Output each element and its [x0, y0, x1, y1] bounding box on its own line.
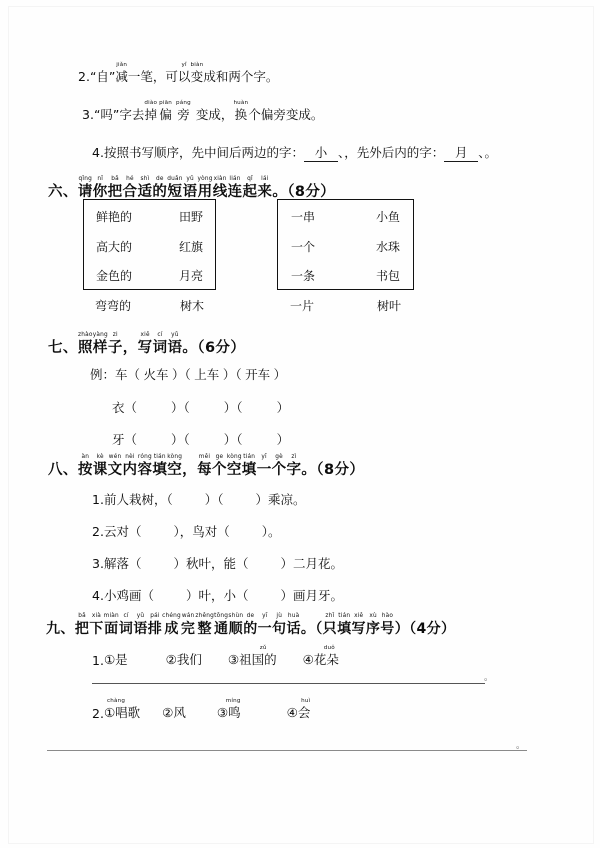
choice-4[interactable]: duǒ ④花朵 [302, 645, 339, 667]
s8-h-14: gè 个 [271, 454, 287, 478]
choice-text: 鸣 [228, 705, 241, 720]
item-3-seg-1: diào 掉 [144, 100, 158, 122]
item-4-text-middle: 、，先外后内的字： [337, 145, 445, 160]
item-part-2: ）（ [204, 492, 224, 507]
match-right-term[interactable]: 月亮 [178, 269, 203, 283]
row-char: 衣 [112, 400, 125, 415]
s6-h-10: xiàn 线 [212, 176, 228, 200]
s6-h-8: yǔ 语 [182, 176, 198, 200]
s9-h-15: huà 话 [286, 613, 301, 637]
paren-close: ） [276, 400, 290, 415]
s9-h-17: zhǐ 只 [322, 613, 338, 637]
choice-2[interactable] [166, 645, 202, 668]
answer-line-1-period: 。 [484, 673, 494, 683]
item-2-number: 2. [78, 69, 90, 84]
item-2-seg-1: jiǎn 减 [115, 62, 128, 84]
s7-h-2: yàng 样 [92, 332, 108, 356]
s9-h-14: jù 句 [272, 613, 287, 637]
answer-line-2-period: 。 [516, 741, 526, 751]
match-row[interactable] [84, 267, 215, 284]
answer-line-2[interactable] [47, 750, 527, 751]
s6-h-14: 。（8分） [272, 184, 336, 200]
s6-h-11: lián 连 [227, 176, 243, 200]
item-part-1: 前人栽树，（ [103, 492, 173, 507]
s8-h-3: wén 文 [107, 454, 123, 478]
choice-text: 是 [115, 652, 128, 667]
item-4-text-after: 、。 [478, 145, 497, 160]
s9-h-4: cí 词 [118, 613, 134, 637]
choice-4[interactable]: huì ④会 [286, 698, 311, 720]
matching-row-right-outside[interactable] [290, 297, 401, 314]
s7-h-1: zhào 照 [77, 332, 93, 356]
s8-h-8: ， [182, 462, 198, 478]
section-6-heading [48, 176, 335, 201]
s8-h-12: tián 填 [241, 454, 257, 478]
item-part-3: ）画月牙。 [280, 588, 343, 603]
choice-mark: ③ [227, 652, 240, 667]
question-item-4 [92, 143, 497, 162]
s6-h-12: qǐ 起 [242, 176, 258, 200]
s8-h-5: róng 容 [137, 454, 153, 478]
s9-h-10: tōng 通 [213, 613, 229, 637]
question-item-2 [78, 62, 278, 85]
item-number: 2. [92, 524, 104, 539]
s6-h-2: nǐ 你 [92, 176, 108, 200]
paren-open: （ [124, 400, 138, 415]
item-3-seg-2: piān 偏 [159, 100, 173, 122]
s8-h-15: zì 字 [286, 454, 302, 478]
item-3-seg-4: 变成， [195, 107, 234, 122]
item-number: 2. [92, 706, 104, 721]
item-3-seg-6: 个偏旁变成。 [248, 107, 324, 122]
s8-h-13: yī 一 [256, 454, 272, 478]
match-row[interactable] [278, 238, 413, 255]
choice-mark: ② [165, 652, 177, 667]
choice-mark: ② [162, 705, 174, 720]
choice-mark: ④ [302, 652, 314, 667]
item-number: 3. [92, 556, 104, 571]
row-char: 牙 [112, 432, 125, 447]
s6-h-0: 六、 [48, 184, 78, 200]
s9-h-5: yǔ 语 [133, 613, 148, 637]
s9-h-1: bǎ 把 [74, 613, 90, 637]
item-part-1: 解落（ [103, 556, 142, 571]
s9-h-13: yī 一 [257, 613, 273, 637]
section-8-item-3 [92, 554, 343, 572]
item-2-seg-2: 一笔，可 [127, 69, 178, 84]
choice-1[interactable]: chàng ①唱歌 [103, 698, 141, 720]
s6-h-6: de 的 [152, 176, 168, 200]
item-part-3: ）乘凉。 [255, 492, 306, 507]
choice-text: 花朵 [313, 652, 339, 667]
match-left-term[interactable]: 一片 [290, 299, 315, 313]
paren-close: ） [273, 367, 287, 382]
item-3-seg-0: “吗”字去 [93, 107, 145, 122]
paren-close: ） [276, 432, 290, 447]
match-left-term[interactable]: 弯弯的 [95, 299, 132, 313]
s7-h-6: cí 词 [152, 332, 168, 356]
section-9-item-1 [92, 645, 339, 668]
item-2-seg-4: biàn 变 [190, 62, 204, 84]
s8-h-10: ge 个 [211, 454, 227, 478]
choice-text: 风 [173, 705, 186, 720]
s6-h-4: hé 合 [122, 176, 138, 200]
paren-close: ）（ [223, 432, 243, 447]
section-7-heading [48, 332, 245, 357]
match-right-term[interactable]: 红旗 [178, 240, 203, 254]
item-number: 1. [92, 653, 104, 668]
section-8-heading [48, 454, 364, 479]
s8-h-7: kòng 空 [167, 454, 183, 478]
s9-h-7: chéng 成 [162, 613, 181, 637]
section-9-heading [46, 613, 455, 638]
match-left-term[interactable]: 一条 [291, 269, 316, 283]
section-8-item-4 [92, 586, 343, 604]
matching-box-left [83, 199, 216, 290]
s8-h-1: àn 按 [77, 454, 93, 478]
s7-h-0: 七、 [48, 340, 78, 356]
s9-h-16: 。（ [300, 621, 323, 637]
item-4-answer-1[interactable]: 小 [304, 143, 338, 162]
paren-close: ）（ [172, 367, 191, 382]
s7-h-3: zi 子 [107, 332, 123, 356]
paren-close: ）（ [171, 400, 190, 415]
s6-h-5: shì 适 [137, 176, 153, 200]
s8-h-4: nèi 内 [122, 454, 138, 478]
s9-h-11: shùn 顺 [228, 613, 244, 637]
s7-h-7: yǔ 语 [167, 332, 183, 356]
match-row[interactable] [278, 267, 413, 284]
paren-close: ）（ [171, 432, 190, 447]
s8-h-6: tián 填 [152, 454, 168, 478]
item-3-seg-3: páng 旁 [176, 100, 191, 122]
item-part-3: ）。 [261, 524, 281, 539]
match-right-term[interactable]: 小鱼 [375, 210, 400, 224]
item-part-1: 云对（ [103, 524, 142, 539]
section-7-row-yi [112, 398, 289, 416]
example-char: 车 [115, 367, 128, 382]
answer-line-1[interactable] [92, 683, 485, 684]
item-part-3: ）二月花。 [280, 556, 343, 571]
s9-h-22: ）（4分） [394, 621, 456, 637]
choice-mark: ④ [286, 705, 298, 720]
match-right-term[interactable]: 树叶 [376, 299, 401, 313]
s9-h-12: de 的 [243, 613, 258, 637]
item-part-2: ）叶，小（ [185, 588, 249, 603]
choice-3[interactable]: míng ③鸣 [216, 698, 241, 720]
s9-h-2: xià 下 [89, 613, 104, 637]
item-2-seg-0: “自” [89, 69, 116, 84]
section-8-item-1 [92, 490, 305, 508]
section-8-item-2 [92, 522, 280, 540]
match-right-term[interactable]: 田野 [178, 210, 203, 224]
match-row[interactable] [84, 238, 215, 255]
paren-open: （ [124, 432, 138, 447]
s6-h-1: qǐng 请 [77, 176, 93, 200]
item-part-2: ）秋叶，能（ [173, 556, 249, 571]
item-part-2: ），鸟对（ [173, 524, 230, 539]
s9-h-8: wán 完 [180, 613, 196, 637]
section-7-row-ya [112, 430, 289, 448]
section-9-item-2 [92, 698, 310, 721]
s9-h-21: hào 号 [380, 613, 395, 637]
s9-h-18: tián 填 [337, 613, 352, 637]
s6-h-13: lái 来 [257, 176, 273, 200]
s7-h-5: xiě 写 [137, 332, 153, 356]
s6-h-3: bǎ 把 [107, 176, 123, 200]
s7-h-4: ， [122, 340, 138, 356]
paren-open: （ [127, 367, 141, 382]
choice-text: 祖国的 [239, 652, 277, 667]
paren-close: ）（ [223, 400, 243, 415]
question-item-3 [82, 100, 323, 123]
example-answer-2[interactable]: 上车 [194, 367, 220, 382]
choice-1[interactable] [104, 645, 128, 668]
choice-text: 会 [297, 705, 311, 720]
s9-h-3: miàn 面 [103, 613, 119, 637]
s9-h-0: 九、 [46, 621, 75, 637]
item-part-1: 小鸡画（ [103, 588, 154, 603]
item-4-text-before: 按照书写顺序，先中间后两边的字： [103, 145, 304, 160]
paren-close: ）（ [222, 367, 242, 382]
matching-box-right [277, 199, 414, 290]
match-left-term[interactable]: 高大的 [96, 240, 133, 254]
match-left-term[interactable]: 鲜艳的 [96, 210, 133, 224]
s8-h-2: kè 课 [92, 454, 108, 478]
match-left-term[interactable]: 一个 [291, 240, 316, 254]
match-row[interactable] [84, 208, 215, 225]
s9-h-6: pái 排 [147, 613, 163, 637]
s9-h-20: xù 序 [365, 613, 381, 637]
s6-h-7: duǎn 短 [167, 176, 183, 200]
item-4-number: 4. [92, 145, 104, 160]
s6-h-9: yòng 用 [197, 176, 213, 200]
s9-h-19: xiě 写 [351, 613, 366, 637]
example-label: 例： [90, 367, 116, 382]
choice-mark: ① [103, 652, 116, 667]
item-3-number: 3. [82, 107, 94, 122]
s9-h-9: zhěng 整 [195, 613, 214, 637]
choice-text: 唱歌 [115, 705, 141, 720]
matching-row-left-outside[interactable] [95, 297, 204, 314]
item-2-seg-3: yǐ 以 [177, 62, 191, 84]
example-answer-3[interactable]: 开车 [245, 367, 271, 382]
choice-3[interactable]: zǔ ③祖国的 [227, 645, 277, 667]
s7-h-8: 。（6分） [182, 340, 246, 356]
item-4-answer-2[interactable]: 月 [444, 143, 478, 162]
choice-mark: ① [103, 705, 116, 720]
choice-2[interactable] [162, 698, 186, 721]
match-left-term[interactable]: 金色的 [96, 269, 133, 283]
match-row[interactable] [278, 208, 413, 225]
match-right-term[interactable]: 水珠 [375, 240, 400, 254]
item-2-seg-5: 成和两个字。 [203, 69, 279, 84]
match-right-term[interactable]: 树木 [179, 299, 204, 313]
choice-text: 我们 [176, 652, 202, 667]
choice-mark: ③ [216, 705, 229, 720]
s8-h-9: měi 每 [197, 454, 212, 478]
s8-h-16: 。（8分） [301, 462, 365, 478]
section-7-example-row [90, 365, 286, 383]
item-number: 4. [92, 588, 104, 603]
match-right-term[interactable]: 书包 [375, 269, 400, 283]
s8-h-0: 八、 [48, 462, 78, 478]
item-number: 1. [92, 492, 104, 507]
match-left-term[interactable]: 一串 [291, 210, 316, 224]
example-answer-1[interactable]: 火车 [143, 367, 169, 382]
s8-h-11: kòng 空 [226, 454, 242, 478]
item-3-seg-5: huàn 换 [233, 100, 249, 122]
